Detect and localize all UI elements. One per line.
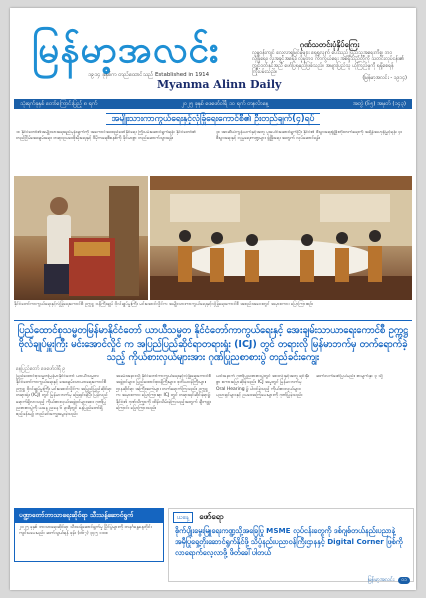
dateline-bar: [14, 99, 412, 109]
quote-source: (မြန်မာ့အလင်း - ၁၉၁၄): [362, 75, 407, 82]
body-column-2: အခမ်းအနားသို့ နိုင်ငံတော်ကာကွယ်ရေးနှင့်လုံခြုံရေးကောင်စီ အဖွဲ့ဝင်များ၊ ပြည်ထောင်စုဝန်ကြီးများ၊ ဒုတိယဝန်ကြီးများ၊ ဌာနဆိုင်ရာ အကြီးအကဲများ တက်ရောက်ကြသည်။ ဥက္ကဋ္ဌက အမှာစကား ပြောကြားရာ ICJ တွင် တရားရင်ဆိုင်ခဲ့ရာ၌ နိုင်ငံ၏ ဂုဏ်သိက္ခာကို ထိန်းသိမ်းခဲ့ကြသည့်အတွက် ချီးကျူးကြောင်း ပြောကြားသည်။: [116, 374, 212, 412]
feature-box-body: စိုက်ပျိုးမွေးမြူရေးကဏ္ဍသို့အခြေပြု MSME လုပ်ငန်းတွေကို ဒစ်ဂျစ်တယ်နည်းပညာနဲ့ အမှီပြုရှေ့တိုးဆောင်ရွက်နိုင်ဖို့ သိပ္ပံနည်းပညာဝန်ကြီးဌာနနှင့် Digital Corner ဖြစ်ကို လာရောက်လေ့လာဖို့ ဖိတ်ခေါ်ပါတယ်: [175, 526, 403, 557]
feature-box-header: [169, 509, 413, 525]
headline-lead-story: ပြည်ထောင်စုသမ္မတမြန်မာနိုင်ငံတော် ယာယီသမ္မတ နိုင်ငံတော်ကာကွယ်ရေးနှင့် အေးချမ်းသာယာရေးကောင်စီ ဥက္ကဋ္ဌ ဗိုလ်ချုပ်မှူးကြီး မင်းအောင်လှိုင် က အပြည်ပြည်ဆိုင်ရာတရားရုံး (ICJ) တွင် တရားလို မြန်မာဘက်မှ တက်ရောက်ခဲ့သည့် ကိုယ်စားလှယ်များအား ဂုဏ်ပြုညစာစားပွဲ တည်ခင်းကျွေး: [17, 325, 409, 363]
photo-speaker-podium: [14, 176, 148, 300]
page-footer: [367, 576, 410, 584]
dateline-left: သုံးရက်ခုနှစ် တော်ကြောင်းပြည့် ၈ ရက်: [20, 101, 98, 107]
intro-column-left: ၁။ နိုင်ငံတော်၏အမျိုးသားရေးရည်မှန်းချက်ကို အကောင်အထည်ဖော်နိုင်ရေး ကြိုးပမ်းဆောင်ရွက်ရန်။ နိုင်ငံတော်၏ တည်ငြိမ်အေးချမ်းရေး၊ တရားဥပဒေစိုးမိုးရေးနှင့် ဒီမိုကရေစီစနစ်ကို ခိုင်မာစွာ တည်ဆောက်သွားရန်။: [16, 130, 197, 142]
byline: နေပြည်တော် ဖေဖော်ဝါရီ ၉: [16, 366, 66, 372]
dinner-illustration: [150, 176, 412, 300]
dateline-right: အတွဲ (၆၅) အမှတ် (၁၄၃): [352, 101, 406, 107]
intro-column-right: ၃။ အာဆီယံကွန်ယက်နှင့်အတူ ပူးပေါင်းဆောင်ရွက်ပြီး နိုင်ငံ၏ စီးပွားရေးဖွံ့ဖြိုးတိုးတက်ရေးကို အရှိန်အဟုန်မြှင့်ရန်။ ၄။ စီးပွားရေးနှင့် လူမှုရေးကဏ္ဍများ ဖွံ့ဖြိုးရေး အတွက် လုပ်ဆောင်ရန်။: [216, 130, 403, 142]
quote-box: [252, 42, 407, 94]
photo-caption: နိုင်ငံတော်ကာကွယ်ရေးနှင့်လုံခြုံရေးကောင်စီ ဥက္ကဋ္ဌ ဝန်ကြီးချုပ် ဗိုလ်ချုပ်မှူးကြီး မင်းအောင်လှိုင်က အမျိုးသားကာကွယ်ရေးနှင့်လုံခြုံရေးကောင်စီ အစည်းအဝေးတွင် အမှာစကား ပြောကြားစဉ်။: [14, 302, 314, 307]
speaker-illustration: [14, 176, 148, 300]
quote-body: လူမှုဝန်းကျင် လေ့လာရှုမြင်မှုများ ရှေ့ရှုလျက် ပေးသည့် ပြည်သူ့အရေးကိစ္စ၊ ဘဝလုံခြုံရေး၊ လူ့အခွင့်အရေး၊ လူမှုဘဝ ကာကွယ်ရေး အစရှိသည်တို့ကို သတင်းလုပ်ငန်း၏ ကျင့်ဝတ်နှင့်အညီ ဖော်ပြရမည်ဖြစ်သည်။ အများပြည်သူ ယုံကြည်မှုကို ရရှိစေရန် ကြိုးပမ်းသည်။: [252, 50, 404, 75]
dateline-center: ၂၀၂၅ ခုနှစ် ဖေဖော်ဝါရီ ၁၀ ရက် တနင်္လာနေ့: [181, 101, 269, 107]
body-column-4: ဆက်လက်ဖော်ပြပါမည်။ စာမျက်နှာ ၃ သို့: [316, 374, 383, 379]
masthead: [10, 8, 416, 94]
section-divider: [14, 320, 412, 321]
newspaper-logo: မြန်မာ့အလင်း: [32, 28, 220, 71]
footer-site-name: မြန်မာ့အလင်း: [367, 577, 395, 583]
brand-english-name: Myanma Alinn Daily: [157, 78, 282, 91]
newspaper-page: [10, 8, 416, 590]
feature-box: [168, 508, 414, 582]
body-column-1: ပြည်ထောင်စုသမ္မတမြန်မာနိုင်ငံတော် ယာယီသမ္မတ၊ နိုင်ငံတော်ကာကွယ်ရေးနှင့် အေးချမ်းသာယာရေးကောင်စီ ဥက္ကဋ္ဌ ဗိုလ်ချုပ်မှူးကြီး မင်းအောင်လှိုင်က အပြည်ပြည်ဆိုင်ရာတရားရုံး (ICJ) တွင် မြန်မာဘက်မှ ဖြေရှင်းခဲ့ပြီး ပြန်လည်ရောက်ရှိလာသည့် ကိုယ်စားလှယ်အဖွဲ့ဝင်များအား ဂုဏ်ပြုညစာစားပွဲကို ယနေ့ ညနေ ၆ နာရီတွင် နေပြည်တော်ရှိ ဧည့်ခန်းမ၌ တည်ခင်းကျွေးမွေးခဲ့သည်။: [16, 374, 112, 418]
notice-box-body: ၂၀၂၅ ခုနှစ် ဘာသာရေးဆိုင်ရာ သီးသန့်ဆောင်ရွက်မှု ပြိုင်ပွဲများကို တနင်္ဂနွေနေ့တိုင်း ကျင်းပပေးမည်။ ဆက်သွယ်ရန် ဖုန်း (၀၆၇) ၃၄၅ ၁၁၀။: [19, 525, 152, 537]
notice-box-title: ပဏ္ဍာတော်ဘာသာရေးဆိုင်ရာ သီးသန့်ဆောင်ရွက်: [15, 509, 163, 523]
quote-title: ဂုဏ်သတင်းပုံနှိပ်ကြေး: [299, 40, 360, 49]
tagline: ၁၉၁၄ ခုနှစ်က တည်ထောင်သည် Established in 1914: [88, 72, 210, 78]
headline-primary-text: အမျိုးသားကာကွယ်ရေးနှင့်လုံခြုံရေးကောင်စီ၏ ဦးတည်ချက်(၄)ရပ်: [106, 113, 321, 125]
headline-primary: [10, 112, 416, 126]
feature-box-title: ဖော်ရော: [199, 512, 224, 521]
page-number-badge: ၀၁: [398, 577, 410, 584]
notice-box: [14, 508, 164, 562]
body-column-3: ယင်းနောက် ဂုဏ်ပြုညစာစားပွဲတွင် အားလုံးနှင့်အတူ ရင်းနှီးစွာ စကားပြောဆိုခဲ့သည်။ ICJ အမှုတွင် မြန်မာဘက်မှ Oral Hearing ၌ ပါဝင်ခဲ့သည့် ကိုယ်စားလှယ်များ၊ ပညာရှင်များနှင့် ဥပဒေအကြံပေးများကို ဂုဏ်ပြုခဲ့သည်။: [216, 374, 309, 399]
photo-dinner-reception: [150, 176, 412, 300]
feature-box-tag: ယနေ့: [173, 512, 193, 523]
